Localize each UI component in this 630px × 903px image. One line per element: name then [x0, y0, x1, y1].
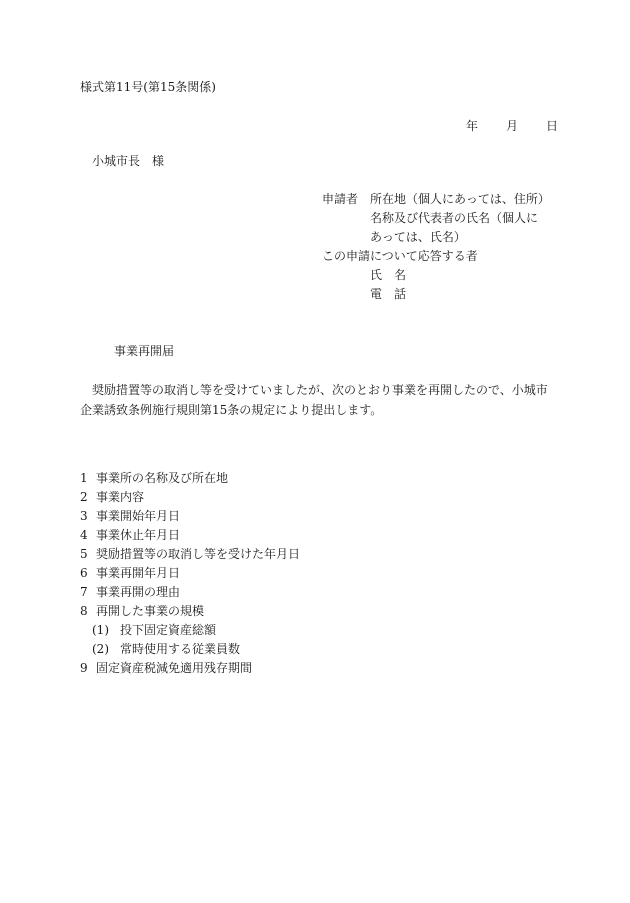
date-day: 日 [546, 119, 559, 133]
document-title: 事業再開届 [114, 344, 175, 358]
address-label: 所在地（個人にあっては、住所） [370, 192, 550, 206]
date-year: 年 [466, 119, 479, 133]
item-label: 事業所の名称及び所在地 [96, 471, 229, 485]
item-label: 常時使用する従業員数 [120, 642, 241, 656]
item-number: (2) [92, 642, 109, 656]
item-label: 事業開始年月日 [96, 509, 181, 523]
contact-name-label: 氏 名 [370, 268, 407, 282]
contact-label: この申請について応答する者 [322, 249, 478, 263]
item-number: 8 [80, 604, 88, 618]
item-number: (1) [92, 623, 109, 637]
item-number: 9 [80, 661, 88, 675]
item-number: 5 [80, 547, 88, 561]
item-label: 投下固定資産総額 [120, 623, 217, 637]
name-label-line1: 名称及び代表者の氏名（個人に [370, 211, 539, 225]
item-number: 3 [80, 509, 88, 523]
item-label: 再開した事業の規模 [96, 604, 205, 618]
item-number: 1 [80, 471, 88, 485]
date-line [466, 120, 558, 132]
name-label-line2: あっては、氏名） [370, 230, 466, 244]
item-label: 固定資産税減免適用残存期間 [96, 661, 253, 675]
item-number: 2 [80, 490, 88, 504]
form-number: 様式第11号(第15条関係) [80, 80, 216, 94]
body-paragraph: 奨励措置等の取消し等を受けていましたが、次のとおり事業を再開したので、小城市企業誘致条例施行規則第15条の規定により提出します。 [80, 383, 548, 417]
item-label: 事業内容 [96, 490, 145, 504]
item-number: 4 [80, 528, 88, 542]
item-label: 事業再開の理由 [96, 585, 181, 599]
contact-phone-label: 電 話 [370, 287, 407, 301]
item-label: 奨励措置等の取消し等を受けた年月日 [96, 547, 301, 561]
applicant-label: 申請者 [322, 192, 359, 206]
date-month: 月 [506, 119, 519, 133]
item-number: 6 [80, 566, 88, 580]
item-number: 7 [80, 585, 88, 599]
addressee: 小城市長 様 [92, 154, 165, 168]
item-label: 事業休止年月日 [96, 528, 181, 542]
item-label: 事業再開年月日 [96, 566, 181, 580]
